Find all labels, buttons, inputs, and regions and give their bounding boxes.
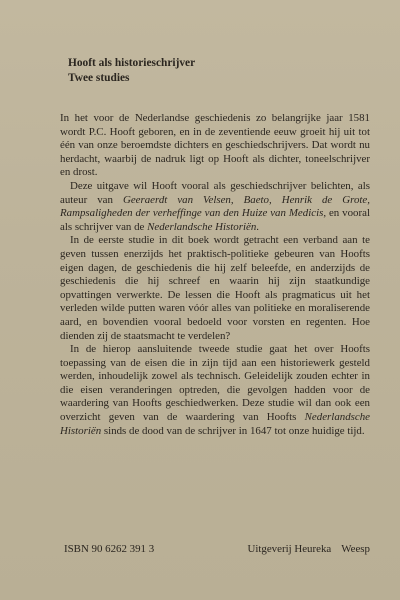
publisher-name: Uitgeverij Heureka bbox=[247, 543, 332, 555]
paragraph-text: In de eerste studie in dit boek wordt getracht een verband aan te geven tussen enerzijds het praktisch-politieke gebeuren van Hoofts eigen dagen, de geschiedenis die hij zelf beleefde, en anderzijds de geschiedenis die hij schreef en waarin hij zijn staatkundige opvattingen verwerkte. De lessen die Hooft als pragmaticus uit het verleden wilde putten waren vóór alles van politieke en moraliserende aard, en bovendien vooral bedoeld voor vorsten en regenten. Hoe dienden zij de staatsmacht te verdelen? bbox=[60, 234, 370, 342]
paragraph-text: sinds de dood van de schrijver in 1647 tot onze huidige tijd. bbox=[101, 424, 365, 437]
paragraph bbox=[60, 343, 370, 438]
paragraph bbox=[60, 180, 370, 234]
isbn: ISBN 90 6262 391 3 bbox=[64, 543, 155, 555]
title-block bbox=[68, 56, 368, 86]
book-subtitle: Twee studies bbox=[68, 72, 130, 84]
paragraph-text: In het voor de Nederlandse geschiedenis zo belangrijke jaar 1581 wordt P.C. Hooft geboren, en in de zeventiende eeuw groeit hij uit tot één van onze beroemdste dichters en geschiedschrijvers. Dat wordt nu herdacht, waarbij de nadruk ligt op Hooft als dichter, toneelschrijver en drost. bbox=[60, 112, 370, 179]
paragraph bbox=[60, 234, 370, 343]
blurb-text bbox=[60, 112, 370, 438]
paragraph-text: . bbox=[256, 220, 260, 233]
publisher-city: Weesp bbox=[341, 543, 370, 555]
italic-title-text: Nederlandsche Historiën bbox=[60, 411, 370, 437]
italic-title-text: Nederlandsche Historiën bbox=[147, 220, 257, 233]
publisher-info bbox=[247, 542, 370, 556]
paragraph-text: Deze uitgave wil Hooft vooral als geschiedschrijver belichten, als auteur van bbox=[60, 179, 370, 206]
italic-title-text: Geeraerdt van Velsen, Baeto, Henrik de Grote, Rampsaligheden der verheffinge van den Huize van Medicis bbox=[60, 193, 370, 220]
book-title: Hooft als historieschrijver bbox=[68, 57, 196, 69]
footer bbox=[64, 542, 370, 556]
paragraph bbox=[60, 112, 370, 180]
paragraph-text: , en vooral als schrijver van de bbox=[60, 207, 370, 233]
paragraph-text: In de hierop aansluitende tweede studie gaat het over Hoofts toepassing van de eisen die in zijn tijd aan een historiewerk gesteld werden, inhoudelijk zowel als technisch. Geleidelijk zouden echter in die eisen veranderingen optreden, die gevolgen hadden voor de waardering van Hoofts geschiedwerken. Deze studie wil dan ook een overzicht geven van de waardering van Hoofts bbox=[60, 343, 370, 424]
